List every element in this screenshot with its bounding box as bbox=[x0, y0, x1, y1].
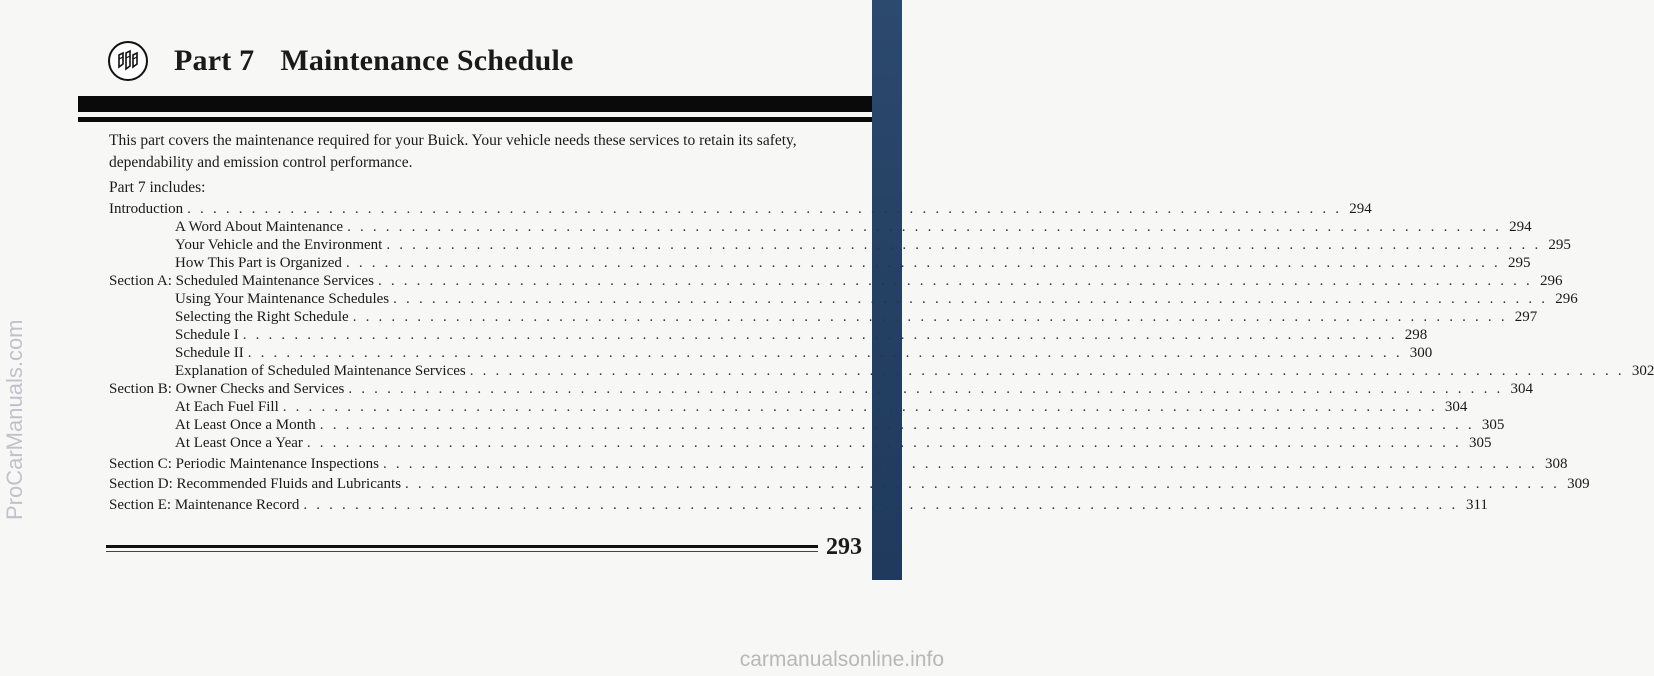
toc-entry-page: 302 bbox=[1631, 363, 1654, 379]
toc-row[interactable] bbox=[109, 398, 1468, 416]
toc-dot-leader: . . . . . . . . . . . . . . . . . . . . . . . . . . . . . . . . . . . . . . . . . . . . . . . . . . . . . . . . . . . . . . . . . . . . . . . . . . . . . . . . . . . . . . . . . . bbox=[352, 309, 1508, 325]
toc-dot-leader: . . . . . . . . . . . . . . . . . . . . . . . . . . . . . . . . . . . . . . . . . . . . . . . . . . . . . . . . . . . . . . . . . . . . . . . . . . . . . . . . . . . . . . . . . . bbox=[306, 435, 1462, 451]
toc-dot-leader: . . . . . . . . . . . . . . . . . . . . . . . . . . . . . . . . . . . . . . . . . . . . . . . . . . . . . . . . . . . . . . . . . . . . . . . . . . . . . . . . . . . . . . . . . . bbox=[242, 327, 1398, 343]
toc-entry-page: 298 bbox=[1404, 327, 1428, 343]
toc-entry-page: 308 bbox=[1545, 455, 1568, 472]
toc-entry-label: Section E: Maintenance Record bbox=[109, 496, 300, 513]
toc-entry-page: 300 bbox=[1409, 345, 1433, 361]
toc-entry-page: 304 bbox=[1444, 399, 1468, 415]
toc-row[interactable] bbox=[109, 344, 1433, 362]
toc-dot-leader: . . . . . . . . . . . . . . . . . . . . . . . . . . . . . . . . . . . . . . . . . . . . . . . . . . . . . . . . . . . . . . . . . . . . . . . . . . . . . . . . . . . . . . . . . . bbox=[282, 399, 1438, 415]
toc-entry-label: Schedule I bbox=[175, 327, 239, 343]
toc-entry-label: Section A: Scheduled Maintenance Services bbox=[109, 273, 374, 289]
toc-entry-page: 296 bbox=[1540, 273, 1563, 289]
footer-rule-thick bbox=[106, 545, 818, 548]
toc-row[interactable] bbox=[109, 200, 1372, 218]
toc-row[interactable] bbox=[109, 416, 1505, 434]
toc-dot-leader: . . . . . . . . . . . . . . . . . . . . . . . . . . . . . . . . . . . . . . . . . . . . . . . . . . . . . . . . . . . . . . . . . . . . . . . . . . . . . . . . . . . . . . . . . . bbox=[377, 273, 1533, 289]
toc-row[interactable] bbox=[109, 290, 1578, 308]
toc-dot-leader: . . . . . . . . . . . . . . . . . . . . . . . . . . . . . . . . . . . . . . . . . . . . . . . . . . . . . . . . . . . . . . . . . . . . . . . . . . . . . . . . . . . . . . . . . . bbox=[386, 237, 1541, 253]
toc-entry-label: At Each Fuel Fill bbox=[175, 399, 279, 415]
toc-row[interactable] bbox=[109, 362, 1654, 380]
side-watermark: ProCarManuals.com bbox=[2, 319, 27, 520]
page-header bbox=[108, 36, 574, 86]
toc-row[interactable] bbox=[109, 218, 1532, 236]
toc-entry-page: 295 bbox=[1508, 255, 1531, 271]
header-bar-thin bbox=[78, 117, 872, 122]
toc-entry-label: Using Your Maintenance Schedules bbox=[175, 291, 390, 307]
toc-entry-label: How This Part is Organized bbox=[175, 255, 342, 271]
title-text: Maintenance Schedule bbox=[280, 44, 574, 77]
toc-dot-leader: . . . . . . . . . . . . . . . . . . . . . . . . . . . . . . . . . . . . . . . . . . . . . . . . . . . . . . . . . . . . . . . . . . . . . . . . . . . . . . . . . . . . . . . . . . bbox=[393, 291, 1548, 307]
toc-entry-label: Introduction bbox=[109, 201, 184, 217]
toc-dot-leader: . . . . . . . . . . . . . . . . . . . . . . . . . . . . . . . . . . . . . . . . . . . . . . . . . . . . . . . . . . . . . . . . . . . . . . . . . . . . . . . . . . . . . . . . . . bbox=[303, 496, 1458, 513]
toc-entry-page: 295 bbox=[1548, 237, 1571, 253]
toc-row[interactable] bbox=[109, 326, 1428, 344]
toc-entry-label: At Least Once a Month bbox=[175, 417, 316, 433]
includes-label: Part 7 includes: bbox=[109, 179, 206, 196]
toc-row[interactable] bbox=[109, 455, 1568, 473]
toc-entry-label: A Word About Maintenance bbox=[175, 219, 344, 235]
toc-entry-label: Your Vehicle and the Environment bbox=[175, 237, 383, 253]
toc-entry-label: At Least Once a Year bbox=[175, 435, 303, 451]
footer-rule-thin bbox=[106, 551, 818, 552]
toc-entry-label: Section C: Periodic Maintenance Inspections bbox=[109, 455, 379, 472]
toc-entry-label: Selecting the Right Schedule bbox=[175, 309, 349, 325]
toc-entry-label: Section D: Recommended Fluids and Lubricants bbox=[109, 476, 402, 492]
toc-dot-leader: . . . . . . . . . . . . . . . . . . . . . . . . . . . . . . . . . . . . . . . . . . . . . . . . . . . . . . . . . . . . . . . . . . . . . . . . . . . . . . . . . . . . . . . . . . bbox=[348, 381, 1503, 397]
toc-dot-leader: . . . . . . . . . . . . . . . . . . . . . . . . . . . . . . . . . . . . . . . . . . . . . . . . . . . . . . . . . . . . . . . . . . . . . . . . . . . . . . . . . . . . . . . . . . bbox=[382, 455, 1538, 472]
toc-entry-page: 304 bbox=[1510, 381, 1533, 397]
toc-row[interactable] bbox=[109, 496, 1488, 514]
toc-row[interactable] bbox=[109, 475, 1590, 493]
toc-entry-page: 294 bbox=[1349, 201, 1372, 217]
toc-row[interactable] bbox=[109, 272, 1563, 290]
page-title bbox=[174, 44, 574, 78]
toc-dot-leader: . . . . . . . . . . . . . . . . . . . . . . . . . . . . . . . . . . . . . . . . . . . . . . . . . . . . . . . . . . . . . . . . . . . . . . . . . . . . . . . . . . . . . . . . . . bbox=[469, 363, 1625, 379]
header-bar-thick bbox=[78, 96, 872, 112]
part-label: Part 7 bbox=[174, 44, 255, 77]
toc-entry-page: 296 bbox=[1555, 291, 1578, 307]
toc-entry-label: Section B: Owner Checks and Services bbox=[109, 381, 345, 397]
toc-entry-page: 305 bbox=[1481, 417, 1505, 433]
toc-row[interactable] bbox=[109, 236, 1571, 254]
toc-dot-leader: . . . . . . . . . . . . . . . . . . . . . . . . . . . . . . . . . . . . . . . . . . . . . . . . . . . . . . . . . . . . . . . . . . . . . . . . . . . . . . . . . . . . . . . . . . bbox=[345, 255, 1501, 271]
toc-entry-page: 311 bbox=[1465, 496, 1488, 513]
toc-row[interactable] bbox=[109, 254, 1531, 272]
toc-row[interactable] bbox=[109, 380, 1533, 398]
bottom-watermark: carmanualsonline.info bbox=[739, 648, 944, 671]
toc-dot-leader: . . . . . . . . . . . . . . . . . . . . . . . . . . . . . . . . . . . . . . . . . . . . . . . . . . . . . . . . . . . . . . . . . . . . . . . . . . . . . . . . . . . . . . . . . . bbox=[247, 345, 1403, 361]
toc-entry-page: 294 bbox=[1509, 219, 1532, 235]
toc-row[interactable] bbox=[109, 308, 1538, 326]
toc-entry-page: 297 bbox=[1514, 309, 1538, 325]
toc-dot-leader: . . . . . . . . . . . . . . . . . . . . . . . . . . . . . . . . . . . . . . . . . . . . . . . . . . . . . . . . . . . . . . . . . . . . . . . . . . . . . . . . . . . . . . . . . . bbox=[319, 417, 1475, 433]
toc-dot-leader: . . . . . . . . . . . . . . . . . . . . . . . . . . . . . . . . . . . . . . . . . . . . . . . . . . . . . . . . . . . . . . . . . . . . . . . . . . . . . . . . . . . . . . . . . . bbox=[347, 219, 1502, 235]
table-of-contents bbox=[109, 200, 1654, 514]
toc-entry-page: 305 bbox=[1468, 435, 1492, 451]
toc-dot-leader: . . . . . . . . . . . . . . . . . . . . . . . . . . . . . . . . . . . . . . . . . . . . . . . . . . . . . . . . . . . . . . . . . . . . . . . . . . . . . . . . . . . . . . . . . . bbox=[187, 201, 1342, 217]
buick-logo-icon bbox=[108, 41, 148, 81]
toc-entry-page: 309 bbox=[1567, 476, 1590, 492]
page-number: 293 bbox=[826, 534, 862, 560]
toc-entry-label: Explanation of Scheduled Maintenance Services bbox=[175, 363, 466, 379]
toc-dot-leader: . . . . . . . . . . . . . . . . . . . . . . . . . . . . . . . . . . . . . . . . . . . . . . . . . . . . . . . . . . . . . . . . . . . . . . . . . . . . . . . . . . . . . . . . . . bbox=[405, 476, 1560, 492]
intro-paragraph: This part covers the maintenance required for your Buick. Your vehicle needs these services to retain its safety, dependability and emission control performance. bbox=[109, 132, 797, 171]
toc-row[interactable] bbox=[109, 434, 1492, 452]
toc-entry-label: Schedule II bbox=[175, 345, 244, 361]
